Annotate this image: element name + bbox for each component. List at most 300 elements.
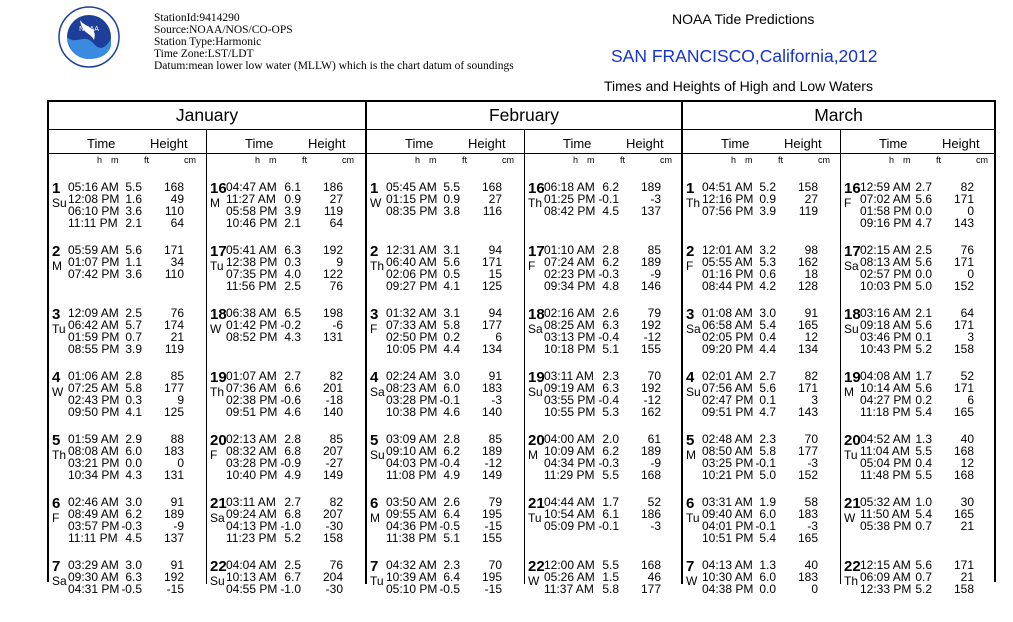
tide-height-cm: 137 [163, 531, 184, 545]
tide-height-cm: 183 [797, 507, 818, 521]
tide-time: 03:46 PM [860, 330, 912, 344]
weekday: Sa [52, 574, 67, 588]
weekday: Sa [370, 385, 385, 399]
tide-height-cm: 158 [953, 582, 974, 596]
tide-height-ft: 5.2 [915, 582, 932, 596]
tide-time: 07:33 AM [386, 318, 437, 332]
tide-height-cm: 12 [804, 330, 818, 344]
weekday: W [844, 511, 856, 525]
day-number: 17 [844, 243, 861, 260]
tide-height-cm: 91 [804, 306, 818, 320]
day-number: 4 [52, 369, 61, 386]
tide-height-ft: -0.1 [755, 456, 776, 470]
tide-height-cm: 171 [163, 243, 184, 257]
tide-time: 10:46 PM [226, 216, 278, 230]
tide-height-ft: 2.5 [915, 243, 932, 257]
tide-time: 04:51 AM [702, 180, 753, 194]
column-header [525, 129, 683, 154]
weekday: Th [528, 196, 543, 210]
tide-time: 02:05 PM [702, 330, 754, 344]
day-entry [207, 559, 365, 622]
weekday: Su [844, 322, 859, 336]
day-entry [683, 181, 840, 244]
day-number: 21 [844, 495, 861, 512]
tide-height-cm: 171 [481, 255, 502, 269]
noaa-logo [58, 6, 120, 68]
tide-height-cm: 119 [164, 342, 184, 356]
tide-height-ft: -0.1 [755, 519, 776, 533]
tide-time: 12:09 AM [68, 306, 119, 320]
unit-ft: ft [936, 155, 942, 165]
tide-height-cm: 152 [797, 468, 818, 482]
day-number: 1 [52, 180, 61, 197]
tide-time: 01:42 PM [226, 318, 278, 332]
tide-height-ft: -0.1 [439, 393, 460, 407]
unit-m: m [111, 155, 119, 165]
tide-time: 11:11 PM [68, 531, 118, 545]
tide-height-ft: 4.4 [759, 342, 776, 356]
tide-height-cm: 0 [177, 456, 184, 470]
tide-height-ft: 5.8 [759, 444, 776, 458]
tide-height-cm: 201 [322, 381, 343, 395]
tide-time: 12:08 PM [68, 192, 120, 206]
tide-row [367, 469, 524, 481]
tide-row [49, 406, 206, 418]
tide-time: 01:58 PM [860, 204, 912, 218]
tide-time: 04:44 AM [544, 495, 595, 509]
tide-height-cm: 192 [322, 243, 343, 257]
time-zone: Time Zone:LST/LDT [154, 48, 254, 60]
tide-row [367, 406, 524, 418]
tide-time: 04:52 AM [860, 432, 911, 446]
tide-time: 07:42 PM [68, 267, 120, 281]
tide-time: 11:38 PM [386, 531, 437, 545]
tide-time: 04:36 PM [386, 519, 438, 533]
weekday: F [686, 259, 694, 273]
weekday: Su [528, 385, 543, 399]
unit-ft: ft [620, 155, 626, 165]
tide-height-ft: 5.3 [602, 405, 619, 419]
tide-height-cm: 168 [953, 468, 974, 482]
tide-time: 06:18 AM [544, 180, 595, 194]
tide-table [47, 100, 996, 596]
tide-time: 03:13 PM [544, 330, 596, 344]
tide-time: 03:29 AM [68, 558, 119, 572]
tide-row [367, 343, 524, 355]
day-entry [525, 559, 683, 622]
tide-height-ft: -0.2 [280, 318, 301, 332]
tide-row [525, 583, 683, 595]
tide-height-ft: 5.0 [915, 279, 932, 293]
time-header: Time [879, 136, 908, 151]
time-header: Time [245, 136, 274, 151]
tide-time: 07:25 AM [68, 381, 119, 395]
tide-height-cm: 155 [481, 531, 502, 545]
tide-height-ft: 6.8 [284, 507, 301, 521]
tide-time: 08:23 AM [386, 381, 437, 395]
tide-time: 04:00 AM [544, 432, 595, 446]
tide-height-ft: -0.9 [280, 456, 301, 470]
tide-row [683, 469, 840, 481]
day-number: 6 [370, 495, 379, 512]
day-entry [683, 370, 840, 433]
tide-time: 12:01 AM [702, 243, 753, 257]
day-number: 18 [844, 306, 861, 323]
tide-row [367, 532, 524, 544]
tide-height-ft: 0.9 [443, 192, 460, 206]
tide-height-ft: 2.7 [284, 369, 301, 383]
tide-time: 10:03 PM [860, 279, 912, 293]
tide-time: 06:58 AM [702, 318, 753, 332]
tide-height-ft: 3.1 [443, 306, 460, 320]
tide-height-ft: 5.6 [125, 243, 142, 257]
tide-height-ft: 1.6 [125, 192, 142, 206]
column-header [49, 129, 206, 154]
tide-height-ft: 4.8 [602, 279, 619, 293]
tide-time: 09:10 AM [386, 444, 437, 458]
weekday: Tu [210, 259, 224, 273]
day-entry [525, 244, 683, 307]
weekday: Su [370, 448, 385, 462]
weekday: M [210, 196, 220, 210]
tide-time: 09:50 PM [68, 405, 120, 419]
tide-height-cm: -15 [166, 582, 184, 596]
day-number: 5 [686, 432, 695, 449]
tide-height-cm: 6 [967, 393, 974, 407]
tide-height-ft: 3.1 [443, 243, 460, 257]
tide-row [841, 343, 996, 355]
tide-height-cm: 98 [804, 243, 818, 257]
tide-time: 02:48 AM [702, 432, 753, 446]
tide-height-ft: -0.1 [598, 519, 619, 533]
tide-height-ft: 4.5 [602, 204, 619, 218]
station-type: Station Type:Harmonic [154, 36, 262, 48]
tide-height-cm: 177 [481, 318, 502, 332]
tide-height-ft: 0.5 [443, 267, 460, 281]
tide-height-cm: 183 [163, 444, 184, 458]
tide-height-cm: 85 [647, 243, 661, 257]
month-half-column [683, 129, 840, 596]
tide-height-ft: -0.3 [121, 519, 142, 533]
tide-row [525, 406, 683, 418]
tide-height-ft: 5.5 [915, 468, 932, 482]
day-entry [49, 244, 206, 307]
tide-row [683, 205, 840, 217]
day-entry [367, 307, 524, 370]
tide-height-ft: 6.0 [443, 381, 460, 395]
tide-time: 02:06 PM [386, 267, 438, 281]
tide-height-cm: -3 [807, 456, 818, 470]
tide-height-ft: 3.2 [759, 243, 776, 257]
tide-height-cm: 9 [177, 393, 184, 407]
tide-time: 11:37 AM [544, 582, 594, 596]
tide-time: 10:55 PM [544, 405, 596, 419]
tide-row [841, 217, 996, 229]
tide-height-ft: 5.5 [915, 444, 932, 458]
weekday: F [528, 259, 536, 273]
tide-height-cm: 3 [811, 393, 818, 407]
day-entry [367, 370, 524, 433]
month-january [49, 102, 365, 596]
tide-time: 04:27 PM [860, 393, 912, 407]
tide-time: 05:32 AM [860, 495, 911, 509]
tide-time: 11:50 AM [860, 507, 910, 521]
tide-height-ft: 5.4 [915, 507, 932, 521]
tide-height-cm: 116 [482, 204, 502, 218]
tide-height-ft: 5.2 [284, 531, 301, 545]
tide-height-ft: 5.6 [915, 192, 932, 206]
tide-height-ft: 6.2 [602, 180, 619, 194]
day-number: 21 [210, 495, 227, 512]
day-entry [841, 559, 996, 622]
tide-height-cm: 146 [640, 279, 661, 293]
tide-height-cm: 143 [797, 405, 818, 419]
tide-height-cm: 76 [960, 243, 974, 257]
tide-time: 01:59 PM [68, 330, 120, 344]
month-half-column [524, 129, 683, 596]
tide-time: 12:38 PM [226, 255, 278, 269]
tide-row [841, 583, 996, 595]
day-entry [525, 181, 683, 244]
tide-time: 11:11 PM [68, 216, 118, 230]
tide-time: 09:51 PM [702, 405, 754, 419]
tide-height-cm: 189 [640, 444, 661, 458]
tide-time: 10:39 AM [386, 570, 437, 584]
tide-time: 05:59 AM [68, 243, 119, 257]
tide-time: 08:25 AM [544, 318, 595, 332]
day-entry [49, 433, 206, 496]
tide-time: 10:09 AM [544, 444, 595, 458]
tide-height-cm: 162 [797, 255, 818, 269]
tide-height-cm: 76 [170, 306, 184, 320]
tide-time: 07:02 AM [860, 192, 911, 206]
day-entry [841, 307, 996, 370]
day-entry [367, 433, 524, 496]
tide-time: 11:04 AM [860, 444, 910, 458]
tide-time: 08:50 AM [702, 444, 753, 458]
unit-cm: cm [342, 155, 354, 165]
tide-height-ft: 0.1 [915, 330, 932, 344]
tide-height-ft: 2.6 [443, 495, 460, 509]
weekday: M [370, 511, 380, 525]
tide-time: 04:08 AM [860, 369, 911, 383]
day-entry [683, 244, 840, 307]
day-entry [367, 496, 524, 559]
day-number: 2 [686, 243, 695, 260]
tide-height-cm: 94 [488, 243, 502, 257]
tide-height-ft: 0.3 [284, 255, 301, 269]
tide-row [207, 532, 365, 544]
tide-time: 09:18 AM [860, 318, 911, 332]
tide-height-cm: 131 [322, 330, 343, 344]
tide-time: 05:38 PM [860, 519, 912, 533]
tide-height-ft: 5.6 [915, 381, 932, 395]
tide-height-cm: 122 [322, 267, 343, 281]
tide-time: 10:43 PM [860, 342, 912, 356]
tide-time: 06:38 AM [226, 306, 277, 320]
weekday: Tu [370, 574, 384, 588]
tide-height-ft: 6.4 [443, 507, 460, 521]
tide-height-cm: 189 [640, 255, 661, 269]
tide-height-cm: 40 [960, 432, 974, 446]
tide-time: 12:59 AM [860, 180, 911, 194]
tide-height-ft: 5.8 [443, 318, 460, 332]
tide-row [367, 205, 524, 217]
weekday: Su [210, 574, 225, 588]
tide-height-ft: -0.4 [598, 393, 619, 407]
tide-height-ft: 3.6 [125, 204, 142, 218]
tide-time: 09:30 AM [68, 570, 119, 584]
tide-time: 06:09 AM [860, 570, 911, 584]
tide-height-cm: 85 [329, 432, 343, 446]
day-number: 22 [210, 558, 227, 575]
tide-height-cm: 158 [322, 531, 343, 545]
tide-row [49, 217, 206, 229]
tide-height-ft: 1.0 [915, 495, 932, 509]
month-half-column [840, 129, 996, 596]
tide-time: 03:28 PM [386, 393, 438, 407]
day-number: 19 [528, 369, 545, 386]
source: Source:NOAA/NOS/CO-OPS [154, 24, 293, 36]
tide-height-ft: 6.2 [443, 444, 460, 458]
tide-height-ft: 5.6 [915, 558, 932, 572]
tide-time: 05:09 PM [544, 519, 596, 533]
tide-height-cm: 27 [329, 192, 343, 206]
tide-time: 08:13 AM [860, 255, 911, 269]
unit-m: m [745, 155, 753, 165]
day-number: 2 [370, 243, 379, 260]
tide-height-cm: 64 [170, 216, 184, 230]
tide-height-cm: -12 [643, 330, 661, 344]
tide-height-cm: 70 [804, 432, 818, 446]
tide-height-ft: 5.1 [443, 531, 460, 545]
weekday: W [210, 322, 222, 336]
tide-height-ft: 6.3 [125, 570, 142, 584]
tide-row [49, 532, 206, 544]
tide-time: 11:23 PM [226, 531, 277, 545]
tide-height-cm: 70 [647, 369, 661, 383]
tide-row [841, 469, 996, 481]
month-february [365, 102, 681, 596]
tide-height-cm: 158 [797, 180, 818, 194]
tide-height-ft: 6.0 [125, 444, 142, 458]
tide-row [525, 520, 683, 532]
day-number: 16 [844, 180, 861, 197]
tide-height-cm: -12 [484, 456, 502, 470]
tide-time: 03:28 PM [226, 456, 278, 470]
tide-time: 10:38 PM [386, 405, 438, 419]
day-entry [367, 181, 524, 244]
day-number: 4 [370, 369, 379, 386]
tide-time: 02:47 PM [702, 393, 754, 407]
day-entry [207, 181, 365, 244]
tide-time: 02:38 PM [226, 393, 278, 407]
tide-time: 04:32 AM [386, 558, 437, 572]
unit-cm: cm [818, 155, 830, 165]
tide-height-cm: -9 [650, 267, 661, 281]
unit-h: h [415, 155, 421, 165]
tide-time: 02:50 PM [386, 330, 438, 344]
tide-time: 12:15 AM [860, 558, 911, 572]
tide-height-ft: 2.7 [284, 495, 301, 509]
unit-ft: ft [462, 155, 468, 165]
tide-height-cm: 189 [640, 180, 661, 194]
day-number: 6 [686, 495, 695, 512]
tide-height-cm: 165 [797, 531, 818, 545]
tide-height-cm: 192 [640, 318, 661, 332]
tide-height-ft: 5.7 [125, 318, 142, 332]
datum: Datum:mean lower low water (MLLW) which is the chart datum of soundings [154, 60, 514, 72]
tide-height-cm: 192 [640, 381, 661, 395]
tide-height-ft: -0.5 [121, 582, 142, 596]
tide-height-cm: 40 [804, 558, 818, 572]
tide-time: 05:55 AM [702, 255, 753, 269]
day-number: 6 [52, 495, 61, 512]
tide-time: 05:41 AM [226, 243, 277, 257]
tide-height-cm: 0 [967, 204, 974, 218]
weekday: F [370, 322, 378, 336]
tide-height-ft: 5.4 [759, 531, 776, 545]
tide-row [207, 331, 365, 343]
tide-height-cm: -3 [650, 192, 661, 206]
tide-height-cm: -12 [643, 393, 661, 407]
tide-time: 06:42 AM [68, 318, 119, 332]
tide-height-ft: 1.9 [759, 495, 776, 509]
tide-height-ft: -0.4 [598, 330, 619, 344]
tide-time: 05:45 AM [386, 180, 437, 194]
tide-time: 04:38 PM [702, 582, 754, 596]
tide-height-ft: 4.3 [284, 330, 301, 344]
tide-height-cm: 82 [329, 369, 343, 383]
tide-height-cm: 195 [481, 507, 502, 521]
tide-height-ft: 2.8 [443, 432, 460, 446]
tide-row [841, 520, 996, 532]
tide-height-cm: 177 [640, 582, 661, 596]
tide-height-cm: 168 [640, 558, 661, 572]
tide-time: 01:59 AM [68, 432, 119, 446]
tide-height-cm: -15 [484, 582, 502, 596]
tide-height-cm: 70 [488, 558, 502, 572]
tide-time: 04:01 PM [702, 519, 754, 533]
tide-time: 04:55 PM [226, 582, 278, 596]
tide-height-cm: 140 [481, 405, 502, 419]
weekday: Tu [844, 448, 858, 462]
tide-height-ft: 0.4 [915, 456, 932, 470]
day-number: 3 [686, 306, 695, 323]
tide-time: 02:15 AM [860, 243, 911, 257]
tide-height-cm: 171 [953, 558, 974, 572]
tide-height-ft: 1.3 [759, 558, 776, 572]
tide-time: 08:52 PM [226, 330, 278, 344]
tide-height-cm: 155 [640, 342, 661, 356]
tide-height-ft: 6.1 [284, 180, 301, 194]
units-row [841, 155, 996, 165]
day-entry [683, 307, 840, 370]
tide-height-ft: 2.3 [602, 369, 619, 383]
tide-height-cm: 183 [481, 381, 502, 395]
tide-time: 02:13 AM [226, 432, 277, 446]
tide-height-cm: 76 [329, 558, 343, 572]
tide-height-cm: 27 [488, 192, 502, 206]
tide-time: 05:26 AM [544, 570, 595, 584]
tide-height-cm: 207 [322, 507, 343, 521]
unit-cm: cm [184, 155, 196, 165]
tide-time: 03:16 AM [860, 306, 911, 320]
day-number: 19 [210, 369, 227, 386]
tide-height-ft: 2.8 [602, 243, 619, 257]
tide-height-cm: 46 [647, 570, 661, 584]
tide-height-cm: 131 [163, 468, 184, 482]
